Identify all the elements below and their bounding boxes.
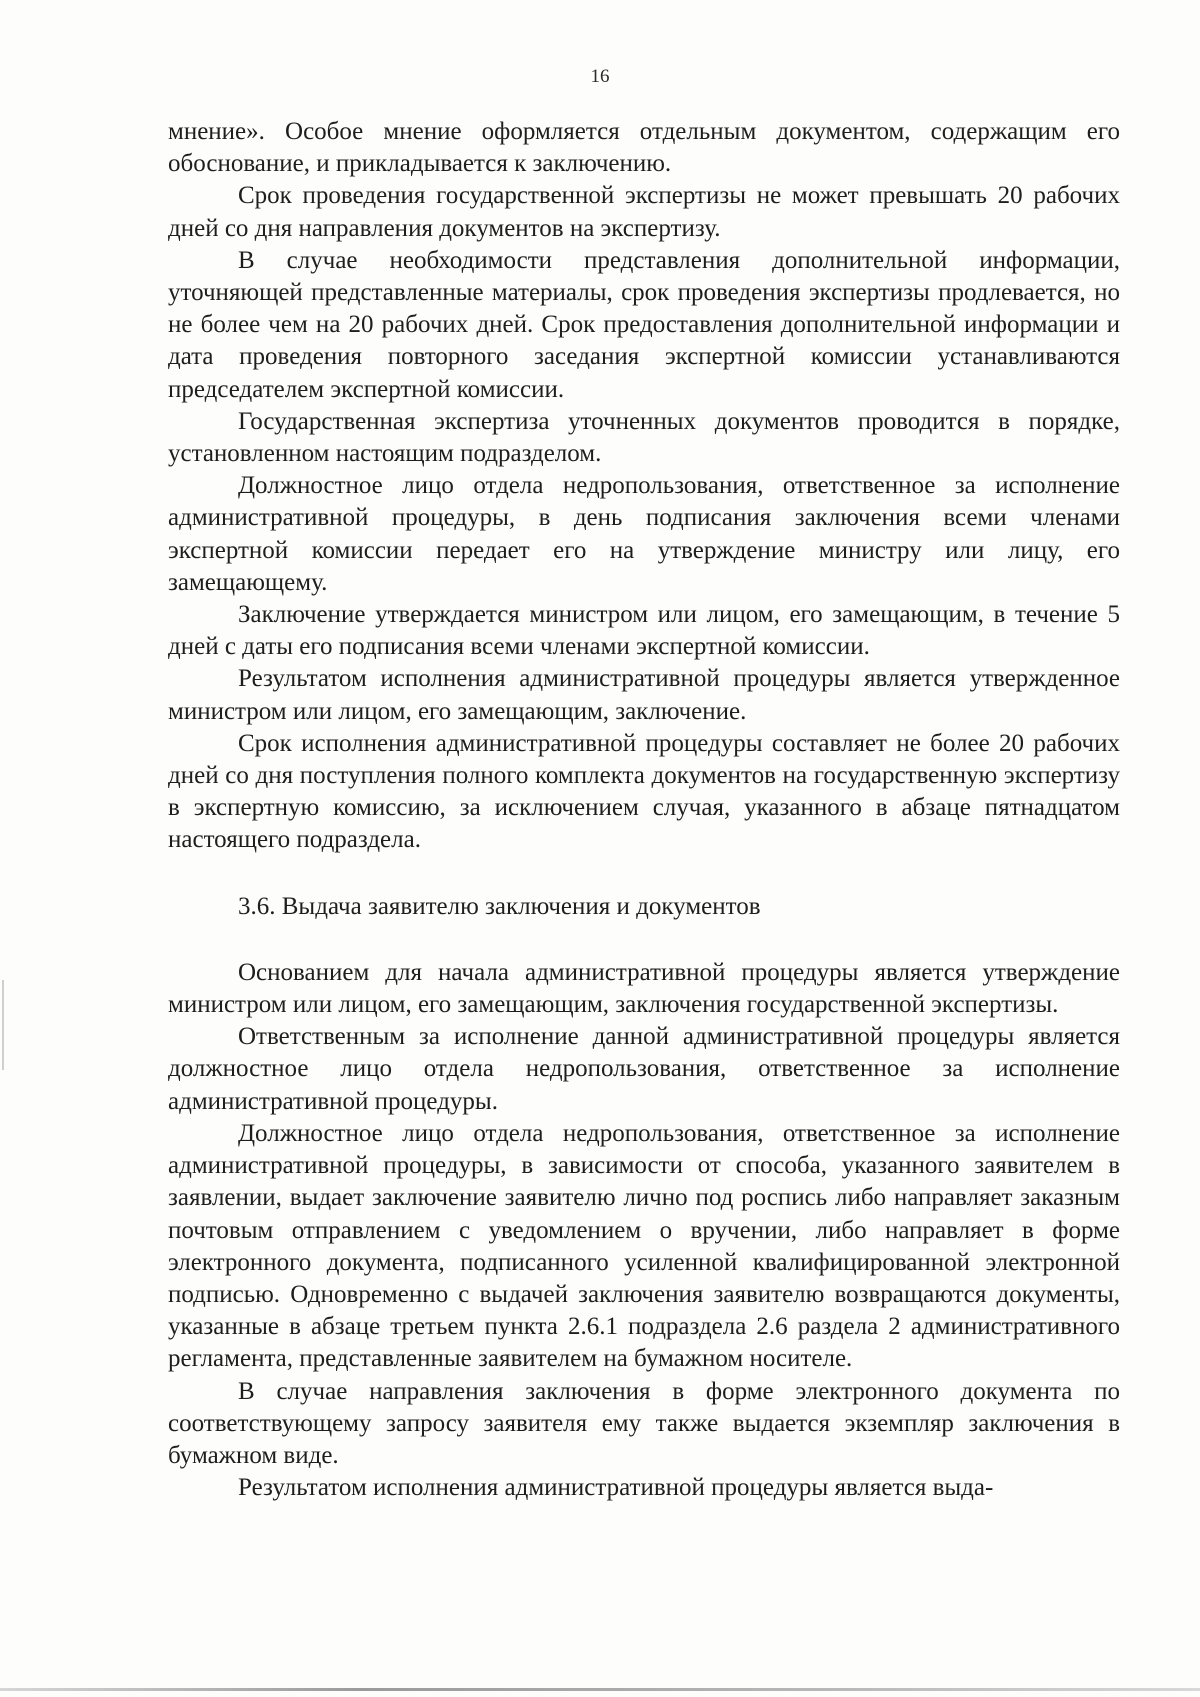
paragraph: Срок исполнения административной процедуры составляет не более 20 рабочих дней со дня поступления полного комплекта документов на государственную экспертизу в экспертную комиссию, за исключением случая, указанного в абзаце пятнадцатом настоящего подраздела. [168,729,1120,854]
paragraph: Результатом исполнения административной процедуры является утвержденное министром или лицом, его замещающим, заключение. [168,665,1120,725]
paragraph: Должностное лицо отдела недропользования, ответственное за исполнение административной процедуры, в день подписания заключения всеми членами экспертной комиссии передает его на утверждение министру или лицу, его замещающему. [168,472,1120,596]
paragraph: Срок проведения государственной экспертизы не может превышать 20 рабочих дней со дня направления документов на экспертизу. [168,182,1120,242]
section-heading: 3.6. Выдача заявителю заключения и документов [238,892,761,920]
scan-bottom-edge [0,1688,1200,1691]
paragraph: Основанием для начала административной процедуры является утверждение министром или лицом, его замещающим, заключения государственной экспертизы. [168,958,1120,1019]
scan-edge-mark [2,980,4,1070]
paragraph: Ответственным за исполнение данной административной процедуры является должностное лицо отдела недропользования, ответственное за исполнение административной процедуры. [168,1023,1120,1115]
paragraph: Государственная экспертиза уточненных документов проводится в порядке, установленном настоящим подразделом. [168,407,1120,468]
paragraph: Заключение утверждается министром или лицом, его замещающим, в течение 5 дней с даты его подписания всеми членами экспертной комиссии. [168,601,1120,661]
paragraph: Результатом исполнения административной процедуры является выда- [238,1474,994,1502]
paragraph: В случае направления заключения в форме электронного документа по соответствующему запросу заявителя ему также выдается экземпляр заключения в бумажном виде. [168,1377,1120,1469]
page-number: 16 [590,66,610,87]
document-body [168,116,1120,1504]
paragraph: Должностное лицо отдела недропользования, ответственное за исполнение административной процедуры, в зависимости от способа, указанного заявителем в заявлении, выдает заключение заявителю лично под роспись либо направляет заказным почтовым отправлением с уведомлением о вручении, либо направляет в форме электронного документа, подписанного усиленной квалифицированной электронной подписью. Одновременно с выдачей заключения заявителю возвращаются документы, указанные в абзаце третьем пункта 2.6.1 подраздела 2.6 раздела 2 административного регламента, представленные заявителем на бумажном носителе. [168,1119,1120,1373]
paragraph: В случае необходимости представления дополнительной информации, уточняющей представленные материалы, срок проведения экспертизы продлевается, но не более чем на 20 рабочих дней. Срок предоставления дополнительной информации и дата проведения повторного заседания экспертной комиссии устанавливаются председателем экспертной комиссии. [168,246,1120,403]
paragraph: мнение». Особое мнение оформляется отдельным документом, содержащим его обоснование, и прикладывается к заключению. [168,118,1120,178]
